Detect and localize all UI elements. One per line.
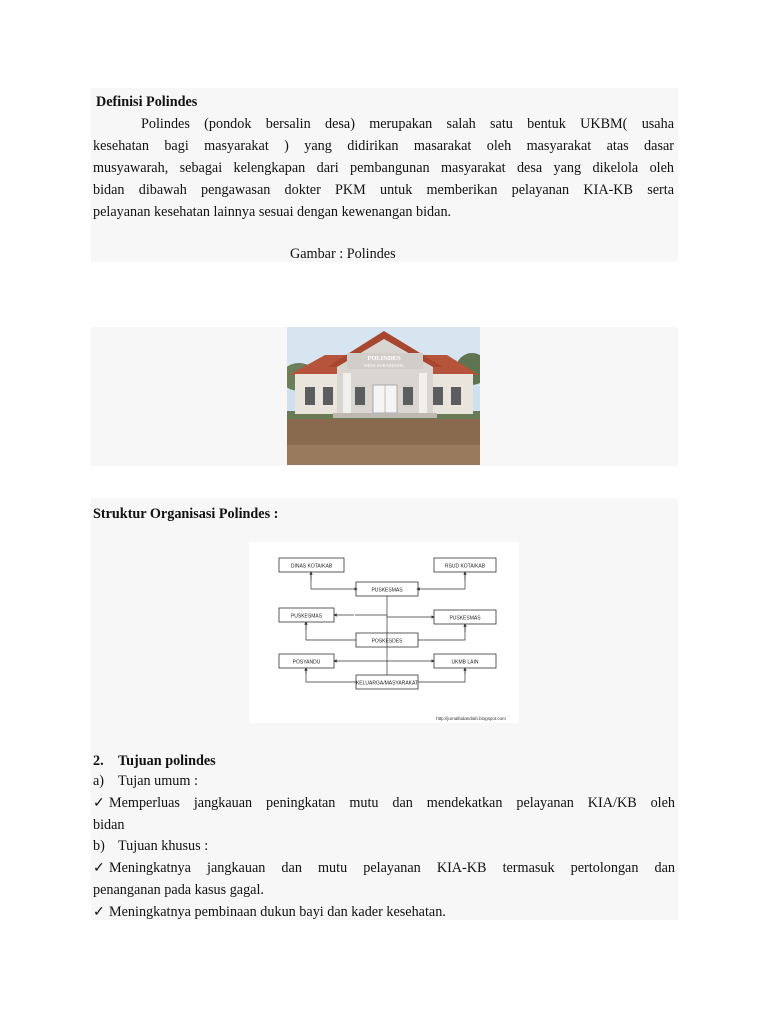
org-chart-diagram xyxy=(249,542,519,723)
specific-goal-1-line2: penanganan pada kasus gagal. xyxy=(93,882,264,898)
general-goal-title: Tujan umum : xyxy=(118,773,198,789)
node-puskesmas-left-label: PUSKESMAS xyxy=(290,613,323,620)
definition-line-3: musyawarah, sebagai kelengkapan dari pembangunan masyarakat desa yang dikelola oleh xyxy=(93,160,674,176)
polindes-building-image xyxy=(287,327,480,465)
specific-goal-1-check-icon: ✓ xyxy=(93,860,105,876)
definition-line-2: kesehatan bagi masyarakat ) yang didirikan masarakat oleh masyarakat atas dasar xyxy=(93,138,674,154)
specific-goal-1-line1: Meningkatnya jangkauan dan mutu pelayanan KIA-KB termasuk pertolongan dan xyxy=(109,860,675,876)
goals-heading: Tujuan polindes xyxy=(118,753,216,769)
org-chart xyxy=(249,542,519,723)
org-structure-heading: Struktur Organisasi Polindes : xyxy=(93,506,279,522)
general-goal-item-line1: Memperluas jangkauan peningkatan mutu dan mendekatkan pelayanan KIA/KB oleh xyxy=(109,795,675,811)
definition-line-5: pelayanan kesehatan lainnya sesuai dengan kewenangan bidan. xyxy=(93,204,452,220)
node-puskesmas-top-label: PUSKESMAS xyxy=(371,587,403,594)
node-rsud-label: RSUD KOTA/KAB xyxy=(444,563,486,570)
specific-goal-2-check-icon: ✓ xyxy=(93,904,105,920)
building-sign-line2: DESA SUKAMANIS xyxy=(364,363,404,368)
general-goal-label: a) xyxy=(93,773,105,789)
org-chart-source: http://jurnalbidandiah.blogspot.com xyxy=(436,716,506,721)
node-puskesmas-right-label: PUSKESMAS xyxy=(449,615,481,622)
node-keluarga-label: KELUARGA/MASYARAKAT xyxy=(355,680,419,687)
figure-caption: Gambar : Polindes xyxy=(290,246,396,262)
polindes-photo xyxy=(287,327,480,465)
general-goal-item-line2: bidan xyxy=(93,817,125,833)
goals-heading-number: 2. xyxy=(93,753,104,769)
definition-line-4: bidan dibawah pengawasan dokter PKM untuk memberikan pelayanan KIA-KB serta xyxy=(93,182,674,198)
definition-heading: Definisi Polindes xyxy=(96,94,198,110)
building-sign-line1: POLINDES xyxy=(367,355,401,362)
specific-goal-title: Tujuan khusus : xyxy=(118,838,209,854)
node-posyandu-label: POSYANDU xyxy=(292,659,321,666)
general-goal-check-icon: ✓ xyxy=(93,795,105,811)
node-ukbm-label: UKMB LAIN xyxy=(451,659,479,666)
specific-goal-label: b) xyxy=(93,838,105,854)
node-dinas-label: DINAS KOTA/KAB xyxy=(290,563,333,570)
node-poskesdes-label: POSKESDES xyxy=(371,638,403,645)
definition-line-1: Polindes (pondok bersalin desa) merupakan salah satu bentuk UKBM( usaha xyxy=(141,116,674,132)
specific-goal-2: Meningkatnya pembinaan dukun bayi dan kader kesehatan. xyxy=(109,904,446,920)
